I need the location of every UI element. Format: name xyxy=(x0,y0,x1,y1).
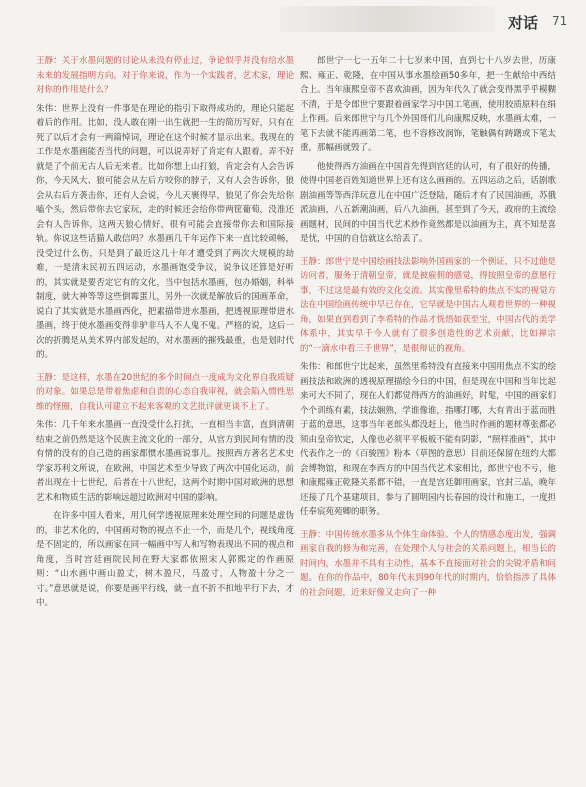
left-column xyxy=(36,54,294,615)
artist-answer: 朱伟：和郎世宁比起来，虽然里希特没有直接来中国用焦点不实的绘画技法和欧洲的透视原理描绘今日的中国，但是现在中国和当年比起来可大不同了，现在人们都觉得西方的油画好，时髦，中国的画家们个个训练有素，技法娴熟，学谁像谁，指哪打哪，大有青出于蓝而胜于蓝的意思，这事当年老郎头都没赶上，他当时作画的题材尊张都必须由皇帝钦定，人像也必须平平板板不能有阴影，“照样准画”，其中代表作之一的《百骏图》粉本（草图的意思）目前还保留在纽约大都会博物馆，和现在李西方的中国当代艺术家相比，郎世宁也不亏，他和康熙雍正乾隆关系都不错，一直是宫廷御用画家，官封三品，晚年还接了几个基建项目，参与了圆明园内长春园的设计和施工，一度担任奉宸苑苑卿的职务。 xyxy=(300,362,556,517)
page-number: 71 xyxy=(552,14,568,28)
answer-paragraph: 他使得西方油画在中国首先得到宫廷的认可，有了很好的传播，使得中国老百姓知道世界上还有这么画画的。五四运动之后，话剧歌剧油画等等西洋玩意儿在中国广泛登陆，随后才有了民国油画，苏俄派油画，八五新潮油画，后八九油画，甚至到了今天，政府的主流绘画题材，民间的中国当代艺术炒作竟然都是以油画为主，真不知是喜是忧，中国的自信就这么给丢了。 xyxy=(300,161,556,244)
artist-answer: 朱伟：世界上没有一件事是在理论的指引下取得成功的，理论只能起着后的作用。比如，没人敢在刚一出生就把一生的简历写好，只有在死了以后才会有一两篇悼词，理论在这个时候才显示出来。我现在的工作是水墨画能否当代的问题，可以说弄好了肯定有人跟着，弄不好就是了个前无古人后无来者。比如你想上山打狼，肯定会有人会告诉你，今天风大、狼可能会从左后方咬你的脖子，又有人会告诉你，狼会从右后方袭击你，还有人会说，今儿天裹得早，狼见了你会先给你嗑个头，然后带你去它家玩，走的时候还会给你带两筐葡萄，没准还会有人告诉你，这两天狼心情好，很有可能会直接带你去和国际接轨。你说这些话猫人敢信吗？水墨画几千年运作下来一直比较顽畅，没受过什么伤，只是到了最近这几十年才遭受到了两次大规模的劫难，一是清末民初五四运动，水墨画饱受争议，说争议还算是好听的，其实就是要否定它有的文化，当中包括水墨画，包办婚姻，科举制度，就大神等等这些倒霉蛋儿，另外一次就是解放后的国画革命，说白了其实就是水墨画西化，把素描带进水墨画，把透视原理带进水墨画，终于使水墨画变得非驴非马人不人鬼不鬼。严格的说，这后一次的折腾是从美术界内部发起的，对水墨画的摧残最重，也是划时代的。 xyxy=(36,103,294,360)
answer-paragraph: 在许多中国人看来，用几何学透视原理来处理空间的问题是虚伪的，非艺术化的，中国画对物的视点不止一个，而是几个，视线角度是不固定的，所以画家在同一幅画中写人和写物表现出不同的视点和角度，当时宫廷画院民间在野大家都依照宋人郭熙定的作画原则：“山水画中画山盈丈，树木盈尺，马盈寸，人物盈十分之一寸。”意思就是说，你要是画平行线，就一直不折不扣地平行下去，才中。 xyxy=(36,511,294,608)
interviewer-question: 王静：郎世宁是中国绘画技法影响外国画家的一个例证，只不过他是访问者，服务于清朝皇帝，就是被雇佣的感觉，得按照皇帝的意愿行事，不过这是最有效的文化交流。其实像里希特的焦点不实的视觉方法在中国绘画传统中早已存在，它早就是中国古人观看世界的一种视角，如果直到看到了李希特的作品才恍悟如获至宝，中国古代的美学体系中，其实早千今人就有了很多创造性的艺术贡献，比如禅宗的“一滴水中看三千世界”，是很辩证的视角。 xyxy=(300,256,556,354)
header-band xyxy=(280,6,495,32)
section-title: 对话 xyxy=(508,14,539,32)
interviewer-question: 王静：是这样，水墨在20世纪的多个时间点一度成为文化界自我质疑的对象。如果总是带着焦虑和自责的心态自我审视，就会陷入惯性思维的怪圈，自我认可建立不起来客观的文艺批评就更谈不上了。 xyxy=(36,372,294,412)
right-column xyxy=(300,54,556,604)
artist-answer: 朱伟：几千年来水墨画一直没受什么打扰，一直相当丰富，直到清朝结束之前仍然是这个民族主流文化的一部分，从官方到民间有情的没有情的没有的自己造的画家都惯水墨画说事儿。按照西方著名艺术史学家苏利文所说，在欧洲，中国艺术至少导致了两次中国化运动，前者出现在十七世纪，后者在十八世纪，这两个时期中国对欧洲的思想艺术和物质生活的影响远超过欧洲对中国的影响。 xyxy=(36,420,294,503)
interviewer-question: 王静：关于水墨问题的讨论从未没有停止过，争论似乎并没有给水墨未来的发展指明方向。对于你来说，作为一个实践者，艺术家，理论对你的作用是什么？ xyxy=(36,56,294,95)
answer-paragraph: 郎世宁一七一五年二十七岁来中国，直到七十八岁去世，历康熙、雍正、乾隆，在中国从事水墨绘画50多年，把一生献给中西结合上。当年康熙皇帝不喜欢油画，因为年代久了就会变得黑乎乎模糊不清，于是令郎世宁要跟着画家学习中国工笔画，使用胶质原料在绢上作画。后来郎世宁与几个外国哥们儿向康熙反映，水墨画太难，一笔下去就不能再画第二笔，也不容修改润饰，笔触偶有踌躇或下笔太重，那幅画就毁了。 xyxy=(300,56,556,153)
interviewer-question: 王静：中国传统水墨多从个体生命体验、个人的情感态度出发，强调画家自我的修为和完善，在处理个人与社会的关系问题上，相当长的时间内，水墨并不具有主动性，基本不直接面对社会的尖锐矛盾和问题。在你的作品中，80年代末到90年代的时期内，恰恰指涉了具体的社会问题，近来好像又走向了一种 xyxy=(300,529,556,598)
